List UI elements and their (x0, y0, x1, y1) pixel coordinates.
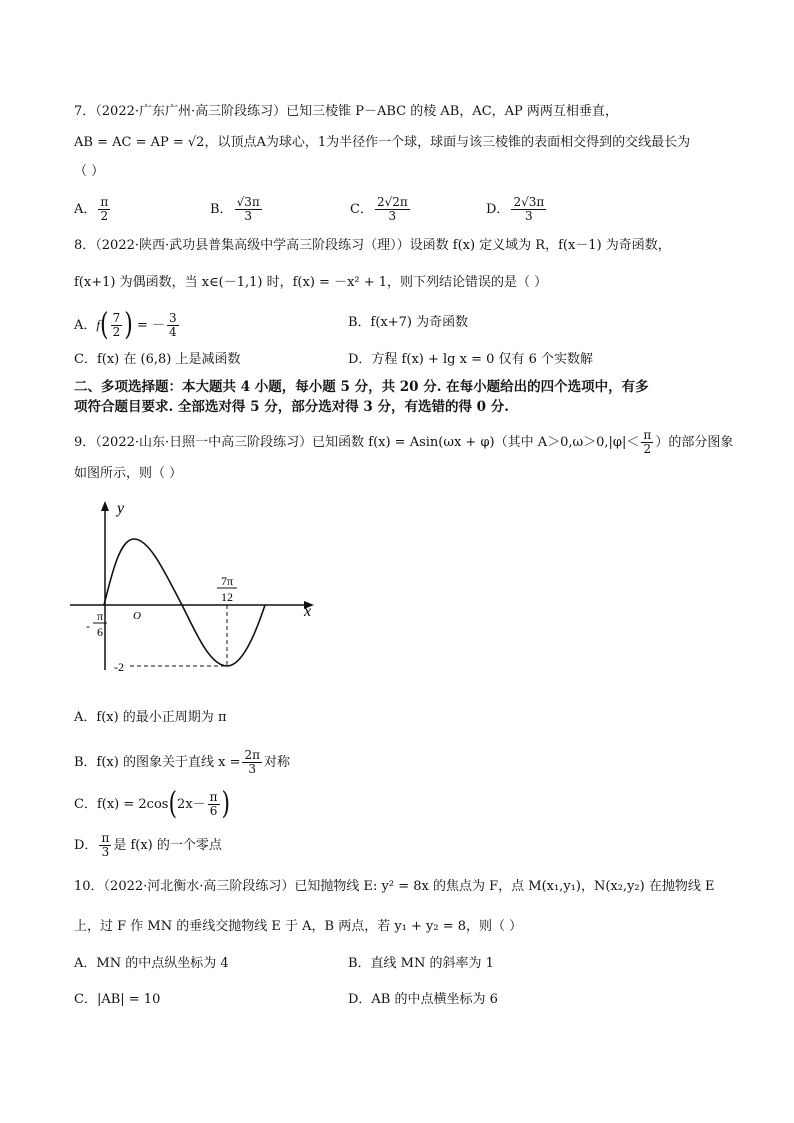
q8-option-a-num: 7 (112, 311, 121, 325)
q7-option-b-den: 3 (244, 209, 252, 223)
right-min-den: 12 (221, 590, 233, 604)
q7-option-d-label: D． (486, 202, 510, 217)
q7-option-b-fraction (235, 196, 262, 223)
q7-option-c-fraction (375, 196, 410, 223)
q9-option-c-inner: 2x－ (177, 797, 206, 812)
q8-option-a-eq: = － (136, 318, 166, 333)
q7-option-b-label: B． (210, 202, 233, 217)
sine-curve (104, 539, 265, 666)
q9-stem-post: ）的部分图象 (655, 435, 734, 450)
q9-option-b (74, 749, 290, 776)
q10-stem-line1: 10．（2022·河北衡水·高三阶段练习）已知抛物线 E: y² = 8x 的焦点为 F，点 M(x₁,y₁)，N(x₂,y₂) 在抛物线 E (74, 879, 715, 894)
q9-option-d-num: π (101, 831, 110, 845)
q7-option-a (74, 196, 112, 223)
q9-stem-line1 (74, 429, 733, 456)
q7-stem-line3: （ ） (74, 164, 105, 179)
q9-stem-fnum: π (643, 428, 652, 442)
left-zero-sign: - (86, 619, 90, 633)
q9-stem-fraction (641, 429, 653, 456)
q7-option-b-num: √3π (236, 195, 260, 209)
q7-option-d-den: 3 (525, 209, 533, 223)
q8-option-a-fraction (111, 312, 123, 339)
right-min-num: 7π (220, 574, 234, 588)
q9-stem-fden: 2 (643, 442, 652, 456)
origin-label: O (133, 610, 141, 622)
q9-option-b-num: 2π (244, 748, 260, 762)
section2-heading-line1: 二、多项选择题：本大题共 4 小题，每小题 5 分，共 20 分. 在每小题给出的四个选项中，有多 (74, 379, 649, 395)
q9-option-b-fraction (242, 749, 262, 776)
q9-option-d-fraction (99, 832, 111, 859)
q9-option-c-den: 6 (209, 804, 218, 818)
q9-option-c-pre: C．f(x) = 2cos (74, 797, 169, 812)
y-axis-label: y (117, 500, 125, 517)
q7-option-a-fraction (98, 196, 110, 223)
q9-stem-line2: 如图所示，则（ ） (74, 466, 183, 481)
q8-option-c: C．f(x) 在 (6,8) 上是减函数 (74, 352, 241, 367)
q8-option-d: D．方程 f(x) + lg x = 0 仅有 6 个实数解 (348, 352, 594, 367)
q8-option-a-den: 2 (112, 325, 121, 339)
x-axis-label: x (304, 603, 312, 620)
q7-option-a-den: 2 (100, 209, 109, 223)
q8-option-a-label: A． (74, 318, 97, 333)
q7-option-a-label: A． (74, 202, 97, 217)
q8-stem-line2: f(x+1) 为偶函数，当 x∈(－1,1) 时，f(x) = －x² + 1，则下列结论错误的是（ ） (74, 275, 548, 290)
q9-option-c-num: π (209, 790, 218, 804)
q9-function-graph (60, 495, 330, 685)
q9-option-c-fraction (208, 791, 220, 818)
q9-option-d-label: D． (74, 838, 98, 853)
q10-option-c: C．|AB| = 10 (74, 992, 161, 1007)
q9-option-b-post: 对称 (264, 755, 291, 770)
q9-option-d (74, 832, 222, 859)
q10-stem-line2: 上，过 F 作 MN 的垂线交抛物线 E 于 A，B 两点，若 y₁ + y₂ = 8，则（ ） (74, 919, 523, 934)
q7-option-c-label: C． (350, 202, 373, 217)
q7-option-c-den: 3 (388, 209, 397, 223)
q7-option-b (210, 196, 264, 223)
left-zero-den: 6 (97, 625, 103, 639)
q10-option-d: D．AB 的中点横坐标为 6 (348, 992, 498, 1007)
q9-option-b-pre: B．f(x) 的图象关于直线 x = (74, 755, 241, 770)
q9-option-b-den: 3 (248, 762, 257, 776)
q7-option-d-fraction (511, 196, 546, 223)
q9-option-d-den: 3 (101, 845, 110, 859)
q10-option-b: B．直线 MN 的斜率为 1 (348, 956, 494, 971)
q7-option-a-num: π (100, 195, 109, 209)
q7-option-c-num: 2√2π (376, 195, 408, 209)
q8-option-a-func: f (96, 317, 101, 332)
min-value-label: -2 (114, 660, 124, 674)
q8-option-a-rden: 4 (169, 325, 177, 339)
section2-heading-line2: 项符合题目要求. 全部选对得 5 分，部分选对得 3 分，有选错的得 0 分. (74, 399, 509, 415)
q8-option-a-result (167, 312, 179, 339)
y-axis-arrow-icon (101, 501, 109, 511)
q8-option-b: B．f(x+7) 为奇函数 (348, 315, 469, 330)
q7-option-d (486, 196, 548, 223)
q7-option-c (350, 196, 412, 223)
q7-stem-line2: AB = AC = AP = √2，以顶点A为球心，1为半径作一个球，球面与该三棱锥的表面相交得到的交线最长为 (74, 135, 691, 150)
q7-option-d-num: 2√3π (513, 195, 545, 209)
q8-stem-line1: 8．（2022·陕西·武功县普集高级中学高三阶段练习（理））设函数 f(x) 定义域为 R，f(x－1) 为奇函数， (74, 238, 671, 253)
q8-option-a: A．f( $\frac{7}{2}$ ) = － $\frac{3}{4}$ (74, 307, 177, 343)
left-zero-num: π (96, 609, 104, 623)
q10-option-a: A．MN 的中点纵坐标为 4 (74, 956, 229, 971)
q7-stem-line1: 7．（2022·广东广州·高三阶段练习）已知三棱锥 P－ABC 的棱 AB，AC，AP 两两互相垂直， (74, 104, 618, 119)
q9-option-c: C．f(x) = 2cos(2x－ $\frac{\pi}{6}$ ) (74, 786, 231, 822)
q9-option-a: A．f(x) 的最小正周期为 π (74, 710, 227, 725)
q9-option-d-post: 是 f(x) 的一个零点 (113, 838, 222, 853)
q8-option-a-rnum: 3 (169, 311, 177, 325)
q9-stem-pre: 9．（2022·山东·日照一中高三阶段练习）已知函数 f(x) = Asin(ωx + φ)（其中 A＞0,ω＞0,|φ|＜ (74, 435, 640, 450)
